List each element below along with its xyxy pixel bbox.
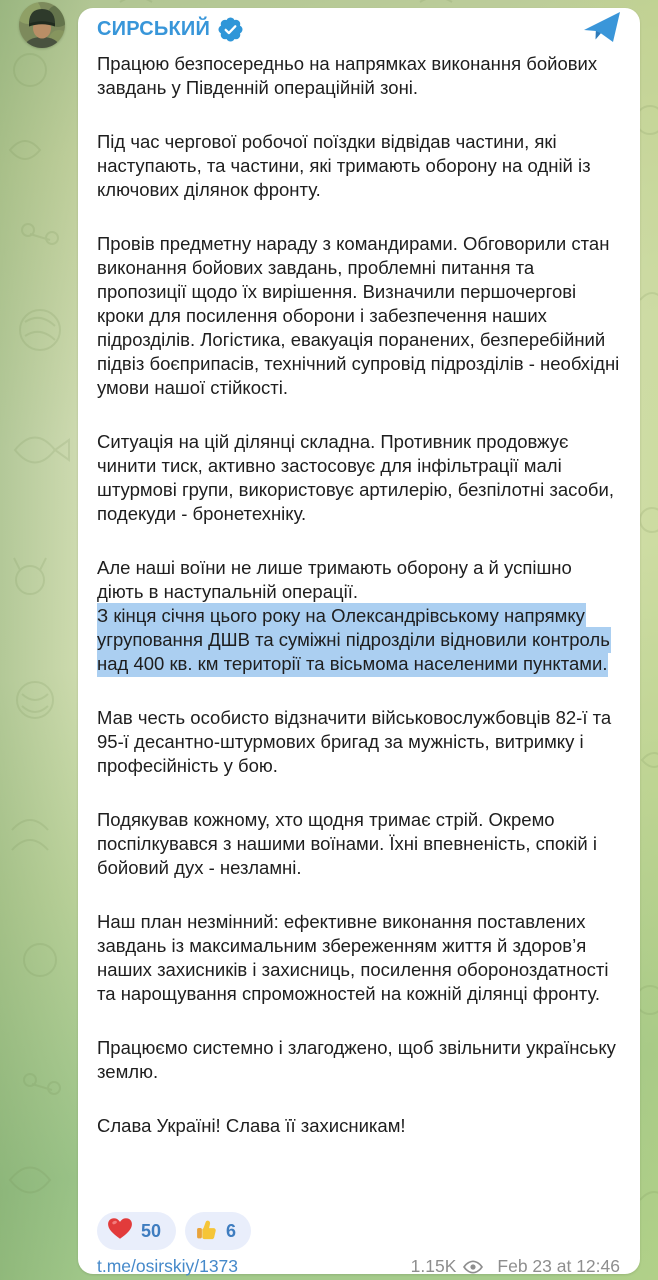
reaction-heart[interactable] bbox=[97, 1212, 176, 1250]
eye-icon bbox=[463, 1260, 483, 1274]
reactions-row bbox=[97, 1212, 251, 1250]
timestamp: Feb 23 at 12:46 bbox=[497, 1256, 620, 1276]
reaction-thumbs-up[interactable] bbox=[185, 1212, 251, 1250]
post-text bbox=[97, 52, 620, 1138]
highlighted-text: З кінця січня цього року на Олександрівському напрямку угруповання ДШВ та суміжні підрозділи відновили контроль над 400 кв. км території та вісьмома населеними пунктами. bbox=[97, 603, 611, 677]
post-paragraph: Ситуація на цій ділянці складна. Противник продовжує чинити тиск, активно застосовує для інфільтрації малі штурмові групи, використовує артилерію, безпілотні засоби, подекуди - бронетехніку. bbox=[97, 431, 614, 524]
post-paragraph: Наш план незмінний: ефективне виконання поставлених завдань із максимальним збереженням життя й здоров’я наших захисників і захисниць, посилення обороноздатності та нарощування спроможностей на кожній ділянці фронту. bbox=[97, 911, 609, 1004]
channel-name[interactable]: СИРСЬКИЙ bbox=[97, 17, 211, 40]
message-bubble bbox=[78, 8, 640, 1274]
post-paragraph: Подякував кожному, хто щодня тримає стрій. Окремо поспілкувався з нашими воїнами. Їхні впевненість, спокій і бойовий дух - незламні. bbox=[97, 809, 597, 878]
post-paragraph bbox=[97, 556, 620, 676]
telegram-plane-icon[interactable] bbox=[582, 10, 622, 51]
reaction-count: 6 bbox=[226, 1220, 237, 1241]
post-link[interactable]: t.me/osirskiy/1373 bbox=[97, 1256, 239, 1276]
heart-icon bbox=[107, 1217, 133, 1245]
post-header bbox=[97, 14, 620, 44]
view-count: 1.15K bbox=[410, 1256, 457, 1276]
thumbs-up-icon bbox=[195, 1217, 218, 1245]
verified-icon bbox=[218, 17, 243, 42]
post-paragraph: Працюємо системно і злагоджено, щоб звільнити українську землю. bbox=[97, 1037, 616, 1082]
post-meta bbox=[411, 1256, 620, 1277]
post-paragraph: Під час чергової робочої поїздки відвідав частини, які наступають, та частини, які тримають оборону на одній із ключових ділянок фронту. bbox=[97, 131, 591, 200]
post-paragraph: Працюю безпосередньо на напрямках виконання бойових завдань у Південній операційній зоні. bbox=[97, 53, 598, 98]
post-paragraph: Слава Україні! Слава її захисникам! bbox=[97, 1115, 406, 1136]
post-paragraph: Провів предметну нараду з командирами. Обговорили стан виконання бойових завдань, проблемні питання та пропозиції щодо їх вирішення. Визначили першочергові кроки для посилення оборони і забезпечення наших підрозділів. Логістика, евакуація поранених, безперебійний підвіз боєприпасів, технічний супровід підрозділів - необхідні умови нашої стійкості. bbox=[97, 233, 620, 398]
paragraph-text: Але наші воїни не лише тримають оборону а й успішно діють в наступальній операції. bbox=[97, 557, 572, 602]
post-footer bbox=[97, 1256, 620, 1277]
post-paragraph: Мав честь особисто відзначити військовослужбовців 82-ї та 95-ї десантно-штурмових бригад за мужність, витримку і професійність у бою. bbox=[97, 707, 612, 776]
reaction-count: 50 bbox=[141, 1220, 162, 1241]
channel-avatar[interactable] bbox=[19, 2, 65, 48]
